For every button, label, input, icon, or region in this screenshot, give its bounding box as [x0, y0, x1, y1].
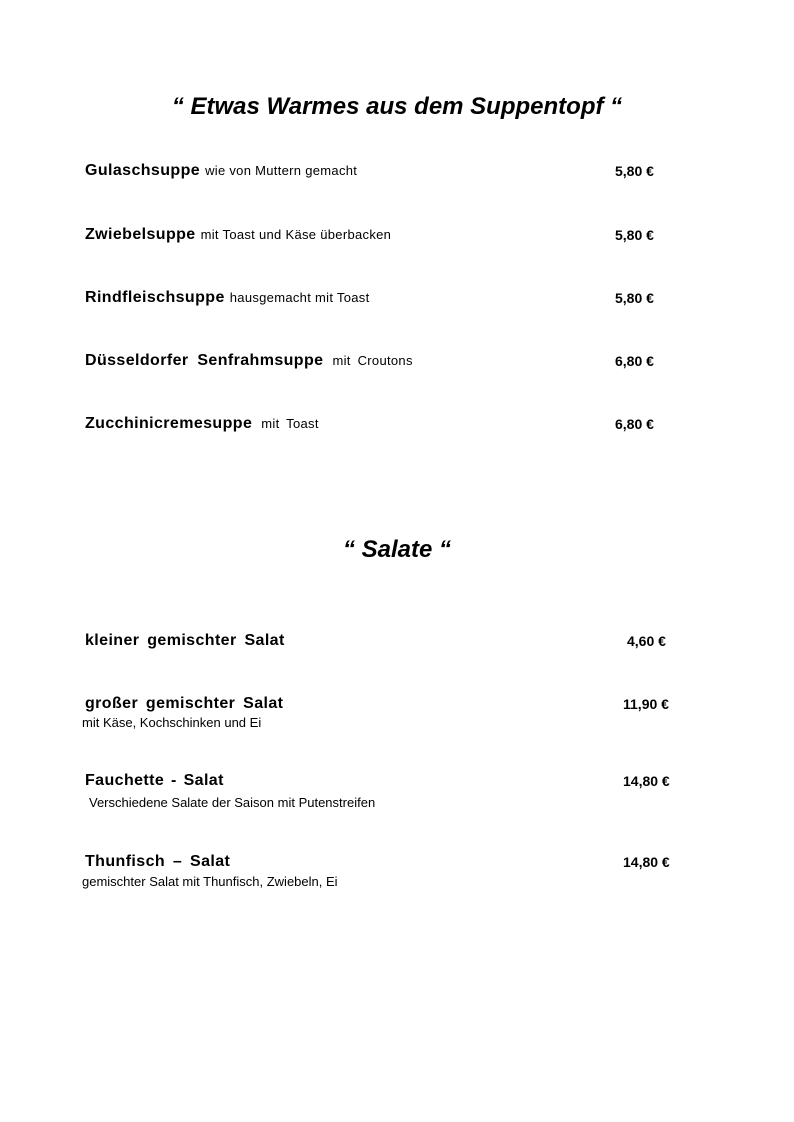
menu-item-rindfleischsuppe — [85, 288, 370, 308]
item-price: 5,80 € — [615, 227, 654, 243]
item-name: Gulaschsuppe — [85, 162, 201, 179]
item-description: Verschiedene Salate der Saison mit Putenstreifen — [89, 795, 376, 810]
item-price: 11,90 € — [623, 696, 669, 712]
menu-item-kleiner-salat — [85, 631, 285, 651]
item-description: wie von Muttern gemacht — [205, 163, 358, 178]
item-description: mit Toast und Käse überbacken — [200, 227, 392, 242]
item-price: 5,80 € — [615, 163, 654, 179]
menu-item-thunfisch-salat — [85, 852, 230, 872]
item-price: 5,80 € — [615, 290, 654, 306]
item-name: Düsseldorfer Senfrahmsuppe — [85, 352, 324, 369]
item-price: 6,80 € — [615, 416, 654, 432]
menu-item-zucchinicremesuppe — [85, 414, 319, 434]
item-price: 14,80 € — [623, 773, 670, 789]
item-price: 6,80 € — [615, 353, 654, 369]
menu-item-gulaschsuppe — [85, 161, 357, 181]
menu-item-grosser-salat — [85, 694, 283, 714]
item-name: kleiner gemischter Salat — [85, 632, 285, 649]
item-price: 14,80 € — [623, 854, 670, 870]
menu-item-fauchette-salat — [85, 771, 224, 791]
item-name: Thunfisch – Salat — [85, 853, 231, 870]
item-description: hausgemacht mit Toast — [229, 290, 370, 305]
soups-section-title: “ Etwas Warmes aus dem Suppentopf “ — [171, 93, 623, 120]
item-description: mit Croutons — [332, 353, 413, 368]
item-name: großer gemischter Salat — [85, 695, 284, 712]
item-description: mit Käse, Kochschinken und Ei — [82, 715, 262, 730]
item-name: Rindfleischsuppe — [85, 289, 225, 306]
menu-item-senfrahmsuppe — [85, 351, 413, 371]
item-description: mit Toast — [261, 416, 319, 431]
item-name: Fauchette - Salat — [85, 772, 224, 789]
item-price: 4,60 € — [627, 633, 666, 649]
item-name: Zwiebelsuppe — [85, 226, 196, 243]
salads-section-title: “ Salate “ — [342, 536, 452, 563]
item-description: gemischter Salat mit Thunfisch, Zwiebeln, Ei — [82, 874, 338, 889]
menu-item-zwiebelsuppe — [85, 225, 391, 245]
item-name: Zucchinicremesuppe — [85, 415, 253, 432]
